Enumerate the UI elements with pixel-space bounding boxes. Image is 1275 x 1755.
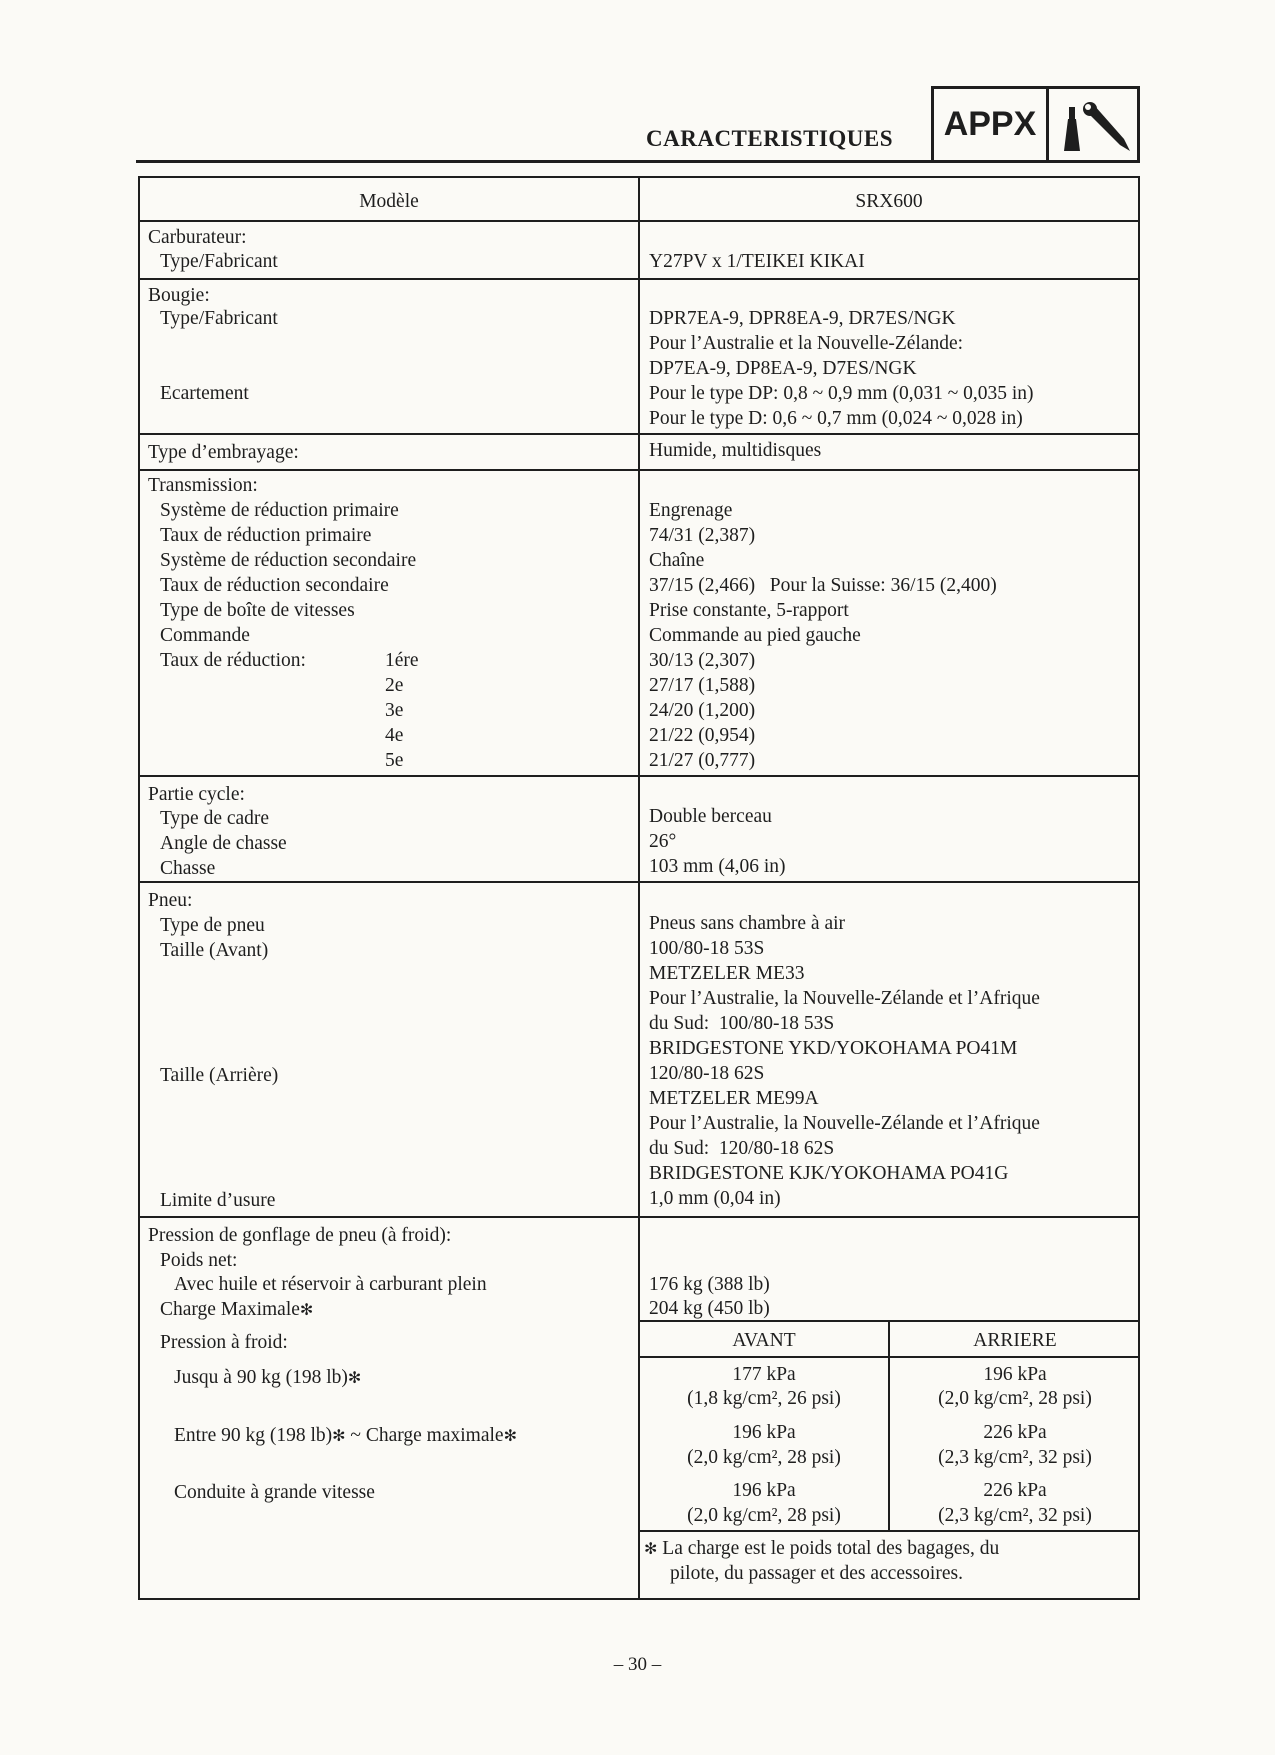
asterisk-mark: ✻ bbox=[299, 1300, 314, 1319]
front-pressure-kpa: 196 kPa bbox=[732, 1480, 796, 1501]
gearbox-label: Type de boîte de vitesses bbox=[160, 600, 355, 621]
max-load-label: Charge Maximale✻ bbox=[160, 1299, 314, 1320]
spark-plug-section: Bougie: bbox=[148, 285, 210, 306]
row-divider bbox=[138, 1216, 1140, 1218]
trail-value: 103 mm (4,06 in) bbox=[649, 856, 786, 877]
front-pressure-kpa: 177 kPa bbox=[732, 1364, 796, 1385]
tire-rear-value: du Sud: 120/80-18 62S bbox=[649, 1138, 835, 1159]
front-pressure-detail: (2,0 kg/cm², 28 psi) bbox=[687, 1505, 841, 1526]
secondary-system-value: Chaîne bbox=[649, 550, 705, 571]
tire-section: Pneu: bbox=[148, 890, 193, 911]
primary-system-label: Système de réduction primaire bbox=[160, 500, 399, 521]
cold-pressure-label: Pression à froid: bbox=[160, 1332, 288, 1353]
trail-label: Chasse bbox=[160, 858, 216, 879]
row-divider bbox=[138, 775, 1140, 777]
load-note: ✻ La charge est le poids total des bagages, du bbox=[644, 1538, 1000, 1559]
full-tank-label: Avec huile et réservoir à carburant plein bbox=[174, 1274, 487, 1295]
wear-limit-label: Limite d’usure bbox=[160, 1190, 276, 1211]
front-pressure-detail: (2,0 kg/cm², 28 psi) bbox=[687, 1447, 841, 1468]
gear-label: 5e bbox=[385, 750, 404, 771]
spark-plug-type-value: DPR7EA-9, DPR8EA-9, DR7ES/NGK bbox=[649, 308, 956, 329]
pressure-row-label: Conduite à grande vitesse bbox=[174, 1482, 375, 1503]
transmission-section: Transmission: bbox=[148, 475, 258, 496]
pressure-table-bottom bbox=[640, 1530, 1140, 1532]
gearbox-value: Prise constante, 5-rapport bbox=[649, 600, 849, 621]
asterisk-mark: ✻ bbox=[644, 1539, 658, 1558]
rear-column-header: ARRIERE bbox=[973, 1330, 1057, 1351]
carburetor-type-value: Y27PV x 1/TEIKEI KIKAI bbox=[649, 251, 865, 272]
gear-label: 3e bbox=[385, 700, 404, 721]
primary-ratio-value: 74/31 (2,387) bbox=[649, 525, 756, 546]
tire-front-value: du Sud: 100/80-18 53S bbox=[649, 1013, 835, 1034]
gear-ratio-value: 30/13 (2,307) bbox=[649, 650, 756, 671]
tire-rear-value: METZELER ME99A bbox=[649, 1088, 819, 1109]
tire-front-value: Pour l’Australie, la Nouvelle-Zélande et l’Afrique bbox=[649, 988, 1040, 1009]
tire-rear-label: Taille (Arrière) bbox=[160, 1065, 279, 1086]
wear-limit-value: 1,0 mm (0,04 in) bbox=[649, 1188, 781, 1209]
gear-label: 4e bbox=[385, 725, 404, 746]
row-divider bbox=[138, 881, 1140, 883]
pressure-row-label: Jusqu à 90 kg (198 lb)✻ bbox=[174, 1367, 362, 1388]
tire-rear-value: BRIDGESTONE KJK/YOKOHAMA PO41G bbox=[649, 1163, 1009, 1184]
spark-plug-type-value: DP7EA-9, DP8EA-9, D7ES/NGK bbox=[649, 358, 917, 379]
pressure-section: Pression de gonflage de pneu (à froid): bbox=[148, 1225, 452, 1246]
gear-ratio-value: 24/20 (1,200) bbox=[649, 700, 756, 721]
frame-label: Type de cadre bbox=[160, 808, 270, 829]
net-weight-label: Poids net: bbox=[160, 1250, 238, 1271]
secondary-ratio-value: 37/15 (2,466) Pour la Suisse: 36/15 (2,400) bbox=[649, 575, 997, 596]
max-load-value: 204 kg (450 lb) bbox=[649, 1298, 770, 1319]
primary-system-value: Engrenage bbox=[649, 500, 733, 521]
asterisk-mark: ✻ bbox=[347, 1368, 362, 1387]
rear-pressure-kpa: 196 kPa bbox=[983, 1364, 1047, 1385]
gear-ratio-value: 21/22 (0,954) bbox=[649, 725, 756, 746]
tire-rear-value: Pour l’Australie, la Nouvelle-Zélande et l’Afrique bbox=[649, 1113, 1040, 1134]
front-pressure-kpa: 196 kPa bbox=[732, 1422, 796, 1443]
gear-ratio-value: 27/17 (1,588) bbox=[649, 675, 756, 696]
spark-plug-type-value: Pour l’Australie et la Nouvelle-Zélande: bbox=[649, 333, 964, 354]
tire-type-value: Pneus sans chambre à air bbox=[649, 913, 846, 934]
secondary-system-label: Système de réduction secondaire bbox=[160, 550, 417, 571]
row-divider bbox=[138, 278, 1140, 280]
control-value: Commande au pied gauche bbox=[649, 625, 861, 646]
primary-ratio-label: Taux de réduction primaire bbox=[160, 525, 372, 546]
tire-rear-value: 120/80-18 62S bbox=[649, 1063, 765, 1084]
carburetor-type-label: Type/Fabricant bbox=[160, 251, 278, 272]
asterisk-mark: ✻ bbox=[332, 1426, 346, 1445]
asterisk-mark: ✻ bbox=[503, 1426, 517, 1445]
row-divider bbox=[138, 433, 1140, 435]
full-tank-value: 176 kg (388 lb) bbox=[649, 1274, 770, 1295]
rear-pressure-detail: (2,3 kg/cm², 32 psi) bbox=[938, 1447, 1092, 1468]
rear-pressure-detail: (2,0 kg/cm², 28 psi) bbox=[938, 1388, 1092, 1409]
tire-front-value: METZELER ME33 bbox=[649, 963, 805, 984]
gear-ratio-label: Taux de réduction: bbox=[160, 650, 306, 671]
spark-plug-type-label: Type/Fabricant bbox=[160, 308, 278, 329]
spark-plug-gap-value: Pour le type D: 0,6 ~ 0,7 mm (0,024 ~ 0,028 in) bbox=[649, 408, 1023, 429]
row-divider bbox=[138, 469, 1140, 471]
rear-pressure-kpa: 226 kPa bbox=[983, 1422, 1047, 1443]
rear-pressure-kpa: 226 kPa bbox=[983, 1480, 1047, 1501]
gear-label: 2e bbox=[385, 675, 404, 696]
appx-label: APPX bbox=[934, 89, 1049, 160]
model-column-header: Modèle bbox=[359, 191, 419, 212]
spark-plug-gap-label: Ecartement bbox=[160, 383, 249, 404]
tools-icon bbox=[1049, 89, 1137, 160]
tire-front-value: BRIDGESTONE YKD/YOKOHAMA PO41M bbox=[649, 1038, 1018, 1059]
carburetor-section: Carburateur: bbox=[148, 227, 247, 248]
tire-type-label: Type de pneu bbox=[160, 915, 265, 936]
rear-pressure-detail: (2,3 kg/cm², 32 psi) bbox=[938, 1505, 1092, 1526]
secondary-ratio-label: Taux de réduction secondaire bbox=[160, 575, 389, 596]
page-title: CARACTERISTIQUES bbox=[646, 126, 894, 151]
frame-value: Double berceau bbox=[649, 806, 772, 827]
gear-ratio-value: 21/27 (0,777) bbox=[649, 750, 756, 771]
load-note-continued: pilote, du passager et des accessoires. bbox=[670, 1563, 963, 1584]
tire-front-value: 100/80-18 53S bbox=[649, 938, 765, 959]
caster-value: 26° bbox=[649, 831, 677, 852]
tire-front-label: Taille (Avant) bbox=[160, 940, 269, 961]
pressure-row-label: Entre 90 kg (198 lb)✻ ~ Charge maximale✻ bbox=[174, 1425, 517, 1446]
front-pressure-detail: (1,8 kg/cm², 26 psi) bbox=[687, 1388, 841, 1409]
control-label: Commande bbox=[160, 625, 250, 646]
chassis-section: Partie cycle: bbox=[148, 784, 245, 805]
caster-label: Angle de chasse bbox=[160, 833, 287, 854]
header-rule bbox=[136, 160, 931, 163]
pressure-table-header-rule bbox=[640, 1356, 1140, 1358]
section-badge bbox=[931, 86, 1140, 163]
srx600-column-header: SRX600 bbox=[855, 191, 923, 212]
gear-label: 1ére bbox=[385, 650, 419, 671]
front-column-header: AVANT bbox=[732, 1330, 796, 1351]
row-divider bbox=[138, 220, 1140, 222]
spark-plug-gap-value: Pour le type DP: 0,8 ~ 0,9 mm (0,031 ~ 0,035 in) bbox=[649, 383, 1034, 404]
page-number: – 30 – bbox=[613, 1654, 662, 1675]
clutch-value: Humide, multidisques bbox=[649, 440, 822, 461]
clutch-label: Type d’embrayage: bbox=[148, 442, 299, 463]
